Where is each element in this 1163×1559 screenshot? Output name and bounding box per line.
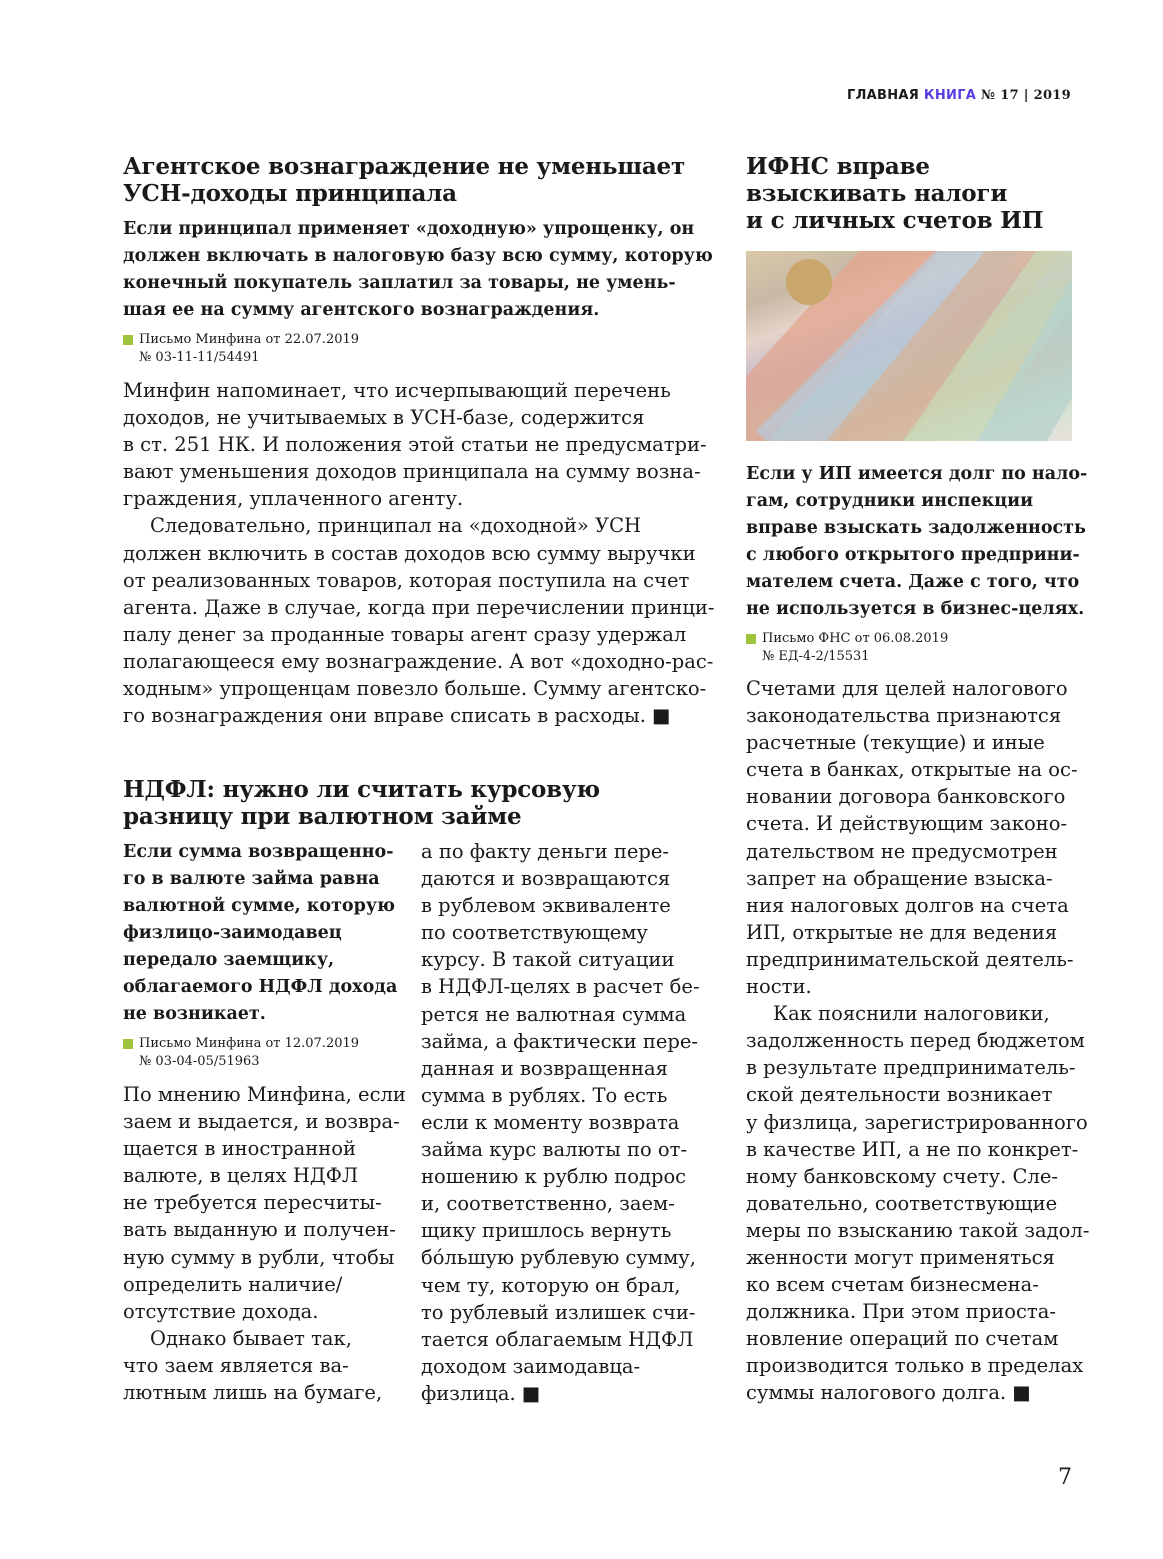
text-line: Если принципал применяет «доходную» упрощенку, он xyxy=(123,219,695,239)
text-line: № 03-11-11/54491 xyxy=(139,350,260,365)
text-line: щается в иностранной xyxy=(123,1137,356,1161)
text-line: не возникает. xyxy=(123,1004,266,1024)
text-line: сумма в рублях. То есть xyxy=(421,1083,668,1107)
text-line: а по факту деньги пере- xyxy=(421,840,670,863)
source-text xyxy=(139,1035,359,1071)
text-line: не используется в бизнес-целях. xyxy=(746,599,1085,619)
text-line: задолженность перед бюджетом xyxy=(746,1029,1085,1053)
text-line: ния налоговых долгов на счета xyxy=(746,893,1069,917)
text-line: займа, а фактически пере- xyxy=(421,1029,699,1053)
brand-glavnaya: ГЛАВНАЯ xyxy=(846,88,920,103)
article1-lead xyxy=(123,216,713,324)
text-line: должника. При этом приоста- xyxy=(746,1300,1056,1324)
article3-title xyxy=(746,153,1043,234)
text-line: заем и выдается, и возвра- xyxy=(123,1110,400,1134)
source-marker-icon xyxy=(123,335,133,345)
text-line: щику пришлось вернуть xyxy=(421,1219,672,1243)
text-line: в ст. 251 НК. И положения этой статьи не предусматри- xyxy=(123,433,707,457)
banknotes-photo xyxy=(746,251,1072,441)
source-marker-icon xyxy=(746,634,756,644)
text-line: курсу. В такой ситуации xyxy=(421,948,675,972)
text-line: доходов, не учитываемых в УСН-базе, содержится xyxy=(123,406,645,430)
text-line: законодательства признаются xyxy=(746,704,1062,728)
text-line: чем ту, которую он брал, xyxy=(421,1273,681,1297)
text-line: предпринимательской деятель- xyxy=(746,947,1074,971)
text-line: взыскивать налоги xyxy=(746,180,1008,207)
text-line: № 03-04-05/51963 xyxy=(139,1054,260,1069)
text-line: рется не валютная сумма xyxy=(421,1002,687,1026)
text-line: и с личных счетов ИП xyxy=(746,207,1044,234)
text-line: в НДФЛ-целях в расчет бе- xyxy=(421,975,700,999)
text-line: физлицо-заимодавец xyxy=(123,923,342,943)
article1-source xyxy=(123,331,359,367)
article3-lead xyxy=(746,461,1087,623)
article1-title xyxy=(123,153,685,207)
text-line: Однако бывает так, xyxy=(150,1326,352,1350)
text-line: ности. xyxy=(746,975,812,999)
text-line: ходным» упрощенцам повезло больше. Сумму агентско- xyxy=(123,677,707,701)
text-line: должен включать в налоговую базу всю сумму, которую xyxy=(123,246,713,266)
text-line: Письмо Минфина от 22.07.2019 xyxy=(139,332,360,347)
article2-source xyxy=(123,1035,359,1071)
text-line: полагающееся ему вознаграждение. А вот «доходно-рас- xyxy=(123,649,714,673)
text-line: с любого открытого предприни- xyxy=(746,545,1080,565)
text-line: агента. Даже в случае, когда при перечислении принци- xyxy=(123,595,715,619)
article3-body xyxy=(746,675,1089,1407)
text-line: от реализованных товаров, которая поступила на счет xyxy=(123,568,690,592)
text-line: УСН-доходы принципала xyxy=(123,180,457,207)
text-line: в рублевом эквиваленте xyxy=(421,894,671,918)
text-line: счета в банках, открытые на ос- xyxy=(746,758,1078,782)
text-line: данная и возвращенная xyxy=(421,1056,668,1080)
text-line: Если у ИП имеется долг по нало- xyxy=(746,464,1088,484)
article1-body xyxy=(123,377,715,729)
text-line: физлица. ■ xyxy=(421,1381,541,1405)
source-text xyxy=(139,331,359,367)
text-line: ному банковскому счету. Сле- xyxy=(746,1164,1058,1188)
article3-source xyxy=(746,630,948,666)
brand-kniga: КНИГА xyxy=(923,88,977,103)
text-line: в результате предприниматель- xyxy=(746,1056,1076,1080)
text-line: отсутствие дохода. xyxy=(123,1299,319,1323)
text-line: запрет на обращение взыска- xyxy=(746,866,1053,890)
text-line: то рублевый излишек счи- xyxy=(421,1300,696,1324)
text-line: по соответствующему xyxy=(421,921,648,945)
text-line: Минфин напоминает, что исчерпывающий перечень xyxy=(123,379,671,402)
article2-lead xyxy=(123,839,397,1028)
article2-title xyxy=(123,776,600,830)
text-line: вать выданную и получен- xyxy=(123,1218,396,1242)
text-line: ИП, открытые не для ведения xyxy=(746,920,1058,944)
text-line: суммы налогового долга. ■ xyxy=(746,1381,1031,1405)
text-line: облагаемого НДФЛ дохода xyxy=(123,977,398,997)
page-number: 7 xyxy=(1058,1465,1072,1490)
text-line: лютным лишь на бумаге, xyxy=(123,1381,383,1405)
text-line: что заем является ва- xyxy=(123,1353,349,1377)
text-line: дательством не предусмотрен xyxy=(746,839,1058,863)
text-line: По мнению Минфина, если xyxy=(123,1083,406,1106)
text-line: если к моменту возврата xyxy=(421,1110,680,1134)
text-line: Следовательно, принципал на «доходной» УСН xyxy=(150,514,642,538)
article2-body-col1 xyxy=(123,1081,406,1406)
text-line: тается облагаемым НДФЛ xyxy=(421,1327,694,1351)
text-line: счета. И действующим законо- xyxy=(746,812,1068,836)
text-line: расчетные (текущие) и иные xyxy=(746,731,1045,755)
text-line: производится только в пределах xyxy=(746,1354,1084,1378)
text-line: Если сумма возвращенно- xyxy=(123,842,394,862)
text-line: мателем счета. Даже с того, что xyxy=(746,572,1080,592)
text-line: ношению к рублю подрос xyxy=(421,1165,687,1189)
text-line: палу денег за проданные товары агент сразу удержал xyxy=(123,622,687,646)
text-line: НДФЛ: нужно ли считать курсовую xyxy=(123,776,600,803)
text-line: го вознаграждения они вправе списать в расходы. ■ xyxy=(123,704,671,728)
text-line: определить наличие/ xyxy=(123,1272,343,1296)
text-line: новании договора банковского xyxy=(746,785,1066,809)
text-line: вправе взыскать задолженность xyxy=(746,518,1086,538)
text-line: в качестве ИП, а не по конкрет- xyxy=(746,1137,1079,1161)
text-line: бо́льшую рублевую сумму, xyxy=(421,1246,696,1270)
coin-icon xyxy=(786,259,832,305)
text-line: не требуется пересчиты- xyxy=(123,1191,382,1215)
running-header xyxy=(847,88,1071,103)
text-line: меры по взысканию такой задол- xyxy=(746,1218,1090,1242)
text-line: ской деятельности возникает xyxy=(746,1083,1053,1107)
text-line: валюте, в целях НДФЛ xyxy=(123,1164,359,1188)
text-line: женности могут применяться xyxy=(746,1245,1055,1269)
text-line: Письмо ФНС от 06.08.2019 xyxy=(762,631,949,646)
text-line: граждения, уплаченного агенту. xyxy=(123,487,464,511)
text-line: ко всем счетам бизнесмена- xyxy=(746,1273,1039,1297)
text-line: доходом заимодавца- xyxy=(421,1354,641,1378)
text-line: ную сумму в рубли, чтобы xyxy=(123,1245,395,1269)
text-line: Агентское вознаграждение не уменьшает xyxy=(123,153,686,180)
text-line: у физлица, зарегистрированного xyxy=(746,1110,1088,1134)
text-line: Как пояснили налоговики, xyxy=(773,1002,1050,1026)
text-line: довательно, соответствующие xyxy=(746,1191,1058,1215)
text-line: разницу при валютном займе xyxy=(123,803,522,830)
article2-body-col2 xyxy=(421,838,700,1407)
source-marker-icon xyxy=(123,1039,133,1049)
text-line: и, соответственно, заем- xyxy=(421,1192,675,1216)
text-line: валютной сумме, которую xyxy=(123,896,395,916)
text-line: вают уменьшения доходов принципала на сумму возна- xyxy=(123,460,701,484)
source-text xyxy=(762,630,948,666)
text-line: конечный покупатель заплатил за товары, не умень- xyxy=(123,273,676,293)
text-line: Письмо Минфина от 12.07.2019 xyxy=(139,1036,360,1051)
text-line: Счетами для целей налогового xyxy=(746,677,1068,700)
issue-number: № 17 | 2019 xyxy=(980,88,1071,103)
text-line: займа курс валюты по от- xyxy=(421,1138,688,1162)
text-line: шая ее на сумму агентского вознаграждения. xyxy=(123,300,600,320)
text-line: гам, сотрудники инспекции xyxy=(746,491,1034,511)
text-line: должен включить в состав доходов всю сумму выручки xyxy=(123,541,696,565)
text-line: новление операций по счетам xyxy=(746,1327,1059,1351)
text-line: го в валюте займа равна xyxy=(123,869,380,889)
text-line: передало заемщику, xyxy=(123,950,335,970)
text-line: даются и возвращаются xyxy=(421,867,671,891)
text-line: № ЕД-4-2/15531 xyxy=(762,649,870,664)
text-line: ИФНС вправе xyxy=(746,153,930,180)
